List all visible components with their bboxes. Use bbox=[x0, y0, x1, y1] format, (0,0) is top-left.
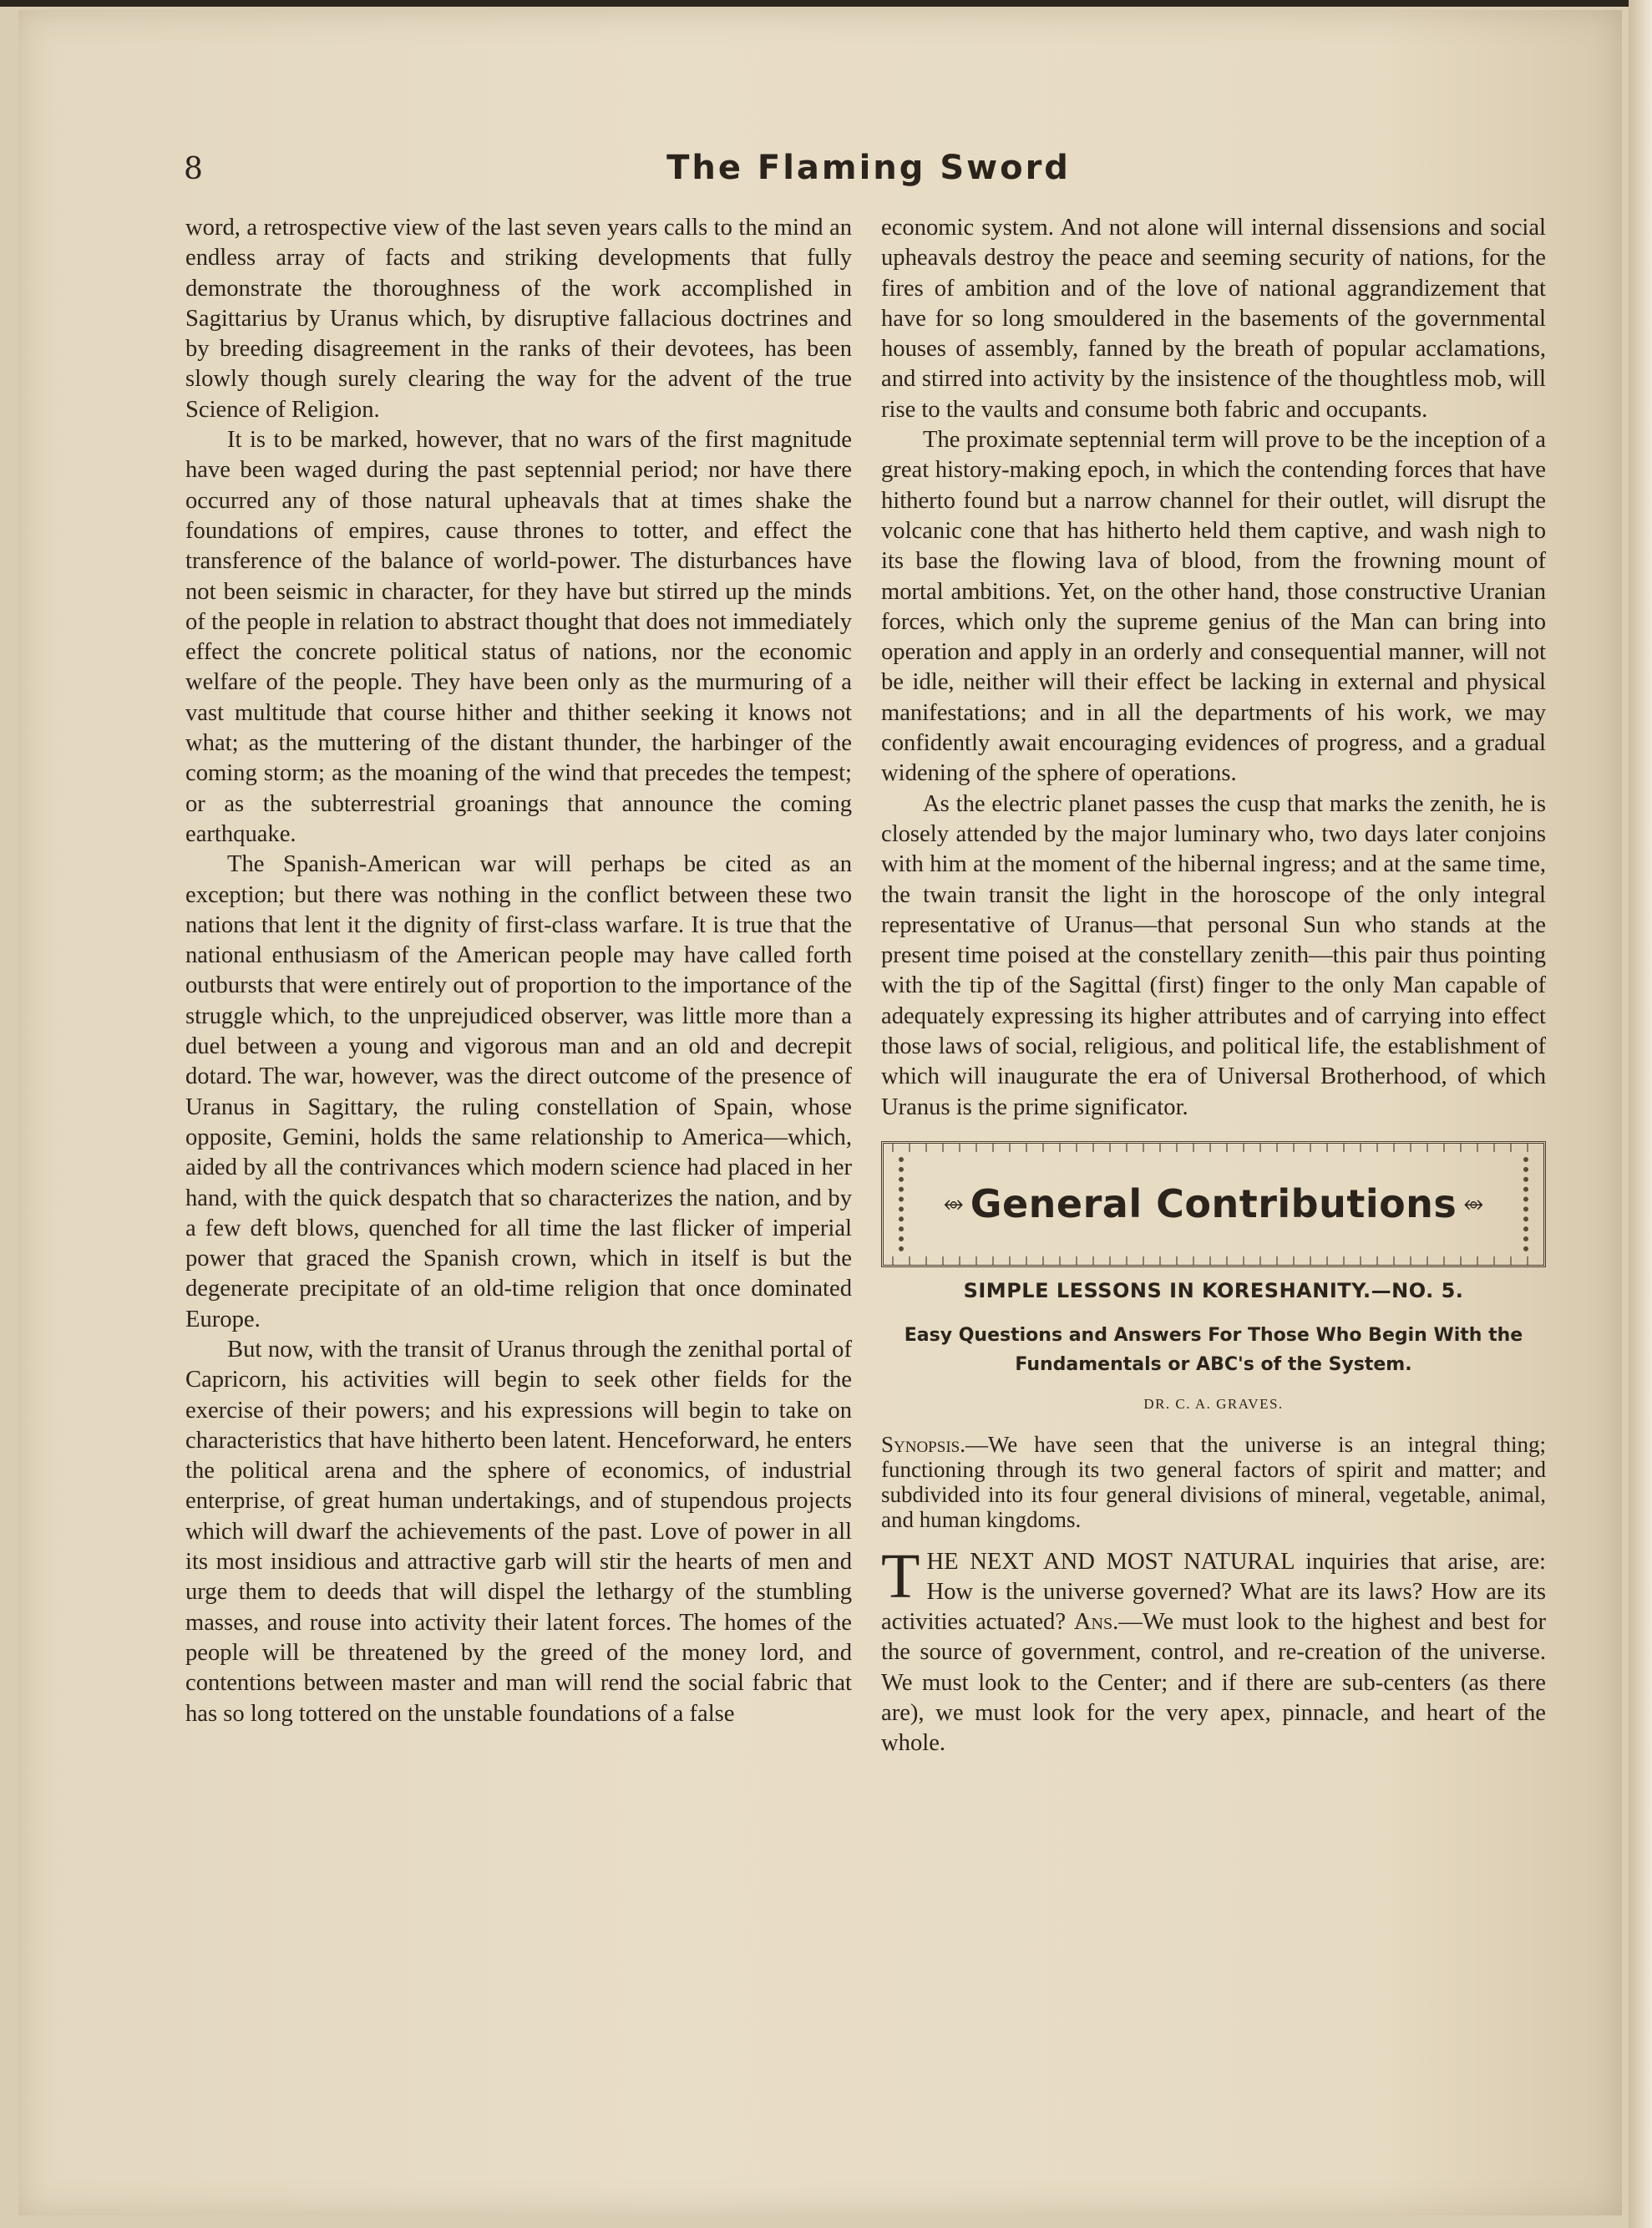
drop-cap: T bbox=[881, 1540, 920, 1611]
article-body bbox=[881, 1540, 1547, 1759]
journal-title: The Flaming Sword bbox=[666, 149, 1071, 187]
synopsis-text: —We have seen that the universe is an integral thing; functioning through its two general factors of spirit and matter; and subdivided into its four general divisions of mineral, vegetable, animal, and human kingdoms. bbox=[881, 1431, 1546, 1532]
paragraph: word, a retrospective view of the last seven years calls to the mind an endless array of facts and striking developments that fully demonstrate the thoroughness of the work accomplished in Sagittarius by Uranus which, by disruptive fallacious doctrines and by breeding disagreement in the ranks of their devotees, has been slowly though surely clearing the way for the advent of the true Science of Religion. bbox=[185, 215, 852, 423]
section-title: General Contributions bbox=[970, 1181, 1457, 1227]
paragraph: The Spanish-American war will perhaps be cited as an exception; but there was nothing in the conflict between these two nations that lent it the dignity of first-class warfare. It is true that the national enthusiasm of the American people may have called forth outbursts that were entirely out of proportion to the importance of the struggle which, to the unprejudiced observer, was little more than a duel between a young and vigorous man and an old and decrepit dotard. The war, however, was the direct outcome of the presence of Uranus in Sagittary, the ruling constellation of Spain, whose opposite, Gemini, holds the same relationship to America—which, aided by all the contrivances which modern science had placed in her hand, with the quick despatch that so characterizes the nation, and by a few deft blows, quenched for all time the last flicker of imperial power that graced the Spanish crown, which in itself is but the degenerate precipitate of an old-time religion that once dominated Europe. bbox=[185, 851, 852, 1332]
page-top-edge bbox=[0, 0, 1652, 7]
body-text-continued: —We must look to the highest and best for the source of government, control, and re-creation of the universe. We must look to the Center; and if there are sub-centers (as there are), we must look for the very apex, pinnacle, and heart of the whole. bbox=[881, 1609, 1546, 1757]
running-header bbox=[184, 149, 1545, 192]
right-column bbox=[881, 213, 1546, 1759]
page-spine-edge bbox=[1629, 0, 1652, 2228]
article-subheading: Easy Questions and Answers For Those Who Begin With the Fundamentals or ABC's of the System. bbox=[904, 1325, 1523, 1376]
paragraph: But now, with the transit of Uranus through the zenithal portal of Capricorn, his activities will begin to seek other fields for the exercise of their powers; and his expressions will begin to take on characteristics that have hitherto been latent. Henceforward, he enters the political arena and the sphere of economics, of industrial enterprise, of great human undertakings, and of stupendous projects which will dwarf the achievements of the past. Love of power in all its most insidious and attractive garb will stir the hearts of men and urge them to deeds that will dispel the lethargy of the stumbling masses, and rouse into activity their latent forces. The homes of the people will be threatened by the greed of the money lord, and contentions between master and man will rend the social fabric that has so long tottered on the unstable foundations of a false bbox=[185, 1336, 852, 1727]
page-number: 8 bbox=[184, 152, 203, 186]
section-banner bbox=[881, 1141, 1546, 1267]
article-heading: SIMPLE LESSONS IN KORESHANITY.—NO. 5. bbox=[963, 1278, 1464, 1302]
hand-ornament-right-icon: ⥈ bbox=[1463, 1190, 1484, 1218]
left-column bbox=[185, 213, 852, 1729]
body-text: inquiries that arise, are: How is the universe governed? What are its laws? How are its activities actuated? bbox=[881, 1548, 1547, 1636]
banner-frame bbox=[899, 1157, 1528, 1251]
paragraph: economic system. And not alone will internal dissensions and social upheavals destroy the peace and seeming security of nations, for the fires of ambition and of the love of national aggrandizement that have for so long smouldered in the basements of the governmental houses of assembly, fanned by the breath of popular acclamations, and stirred into activity by the insistence of the thoughtless mob, will rise to the vaults and consume both fabric and occupants. bbox=[881, 215, 1546, 423]
synopsis bbox=[881, 1432, 1546, 1532]
answer-label: Ans. bbox=[1073, 1609, 1119, 1636]
hand-ornament-left-icon: ⥈ bbox=[943, 1190, 964, 1218]
synopsis-label: Synopsis. bbox=[881, 1431, 965, 1457]
body-lead-caps: HE NEXT AND MOST NATURAL bbox=[926, 1548, 1295, 1575]
paragraph: It is to be marked, however, that no wars of the first magnitude have been waged during the past septennial period; nor have there occurred any of those natural upheavals that at times shake the foundations of empires, cause thrones to totter, and effect the transference of the balance of world-power. The disturbances have not been seismic in character, for they have but stirred up the minds of the people in relation to abstract thought that does not immediately effect the concrete political status of nations, nor the economic welfare of the people. They have been only as the murmuring of a vast multitude that course hither and thither seeking it knows not what; as the muttering of the distant thunder, the harbinger of the coming storm; as the moaning of the wind that precedes the tempest; or as the subterrestrial groanings that announce the coming earthquake. bbox=[185, 427, 852, 847]
paragraph: The proximate septennial term will prove to be the inception of a great history-making epoch, in which the contending forces that have hitherto found but a narrow channel for their outlet, will disrupt the volcanic cone that has hitherto held them captive, and wash nigh to its base the flowing lava of blood, from the frowning mount of mortal ambitions. Yet, on the other hand, those constructive Uranian forces, which only the supreme genius of the Man can bring into operation and apply in an orderly and consequential manner, will not be idle, neither will their effect be lacking in external and physical manifestations; and in all the departments of his work, we may confidently await encouraging evidences of progress, and a gradual widening of the sphere of operations. bbox=[881, 427, 1546, 787]
article-author: DR. C. A. GRAVES. bbox=[1143, 1396, 1284, 1413]
paragraph: As the electric planet passes the cusp that marks the zenith, he is closely attended by the major luminary who, two days later conjoins with him at the moment of the hibernal ingress; and at the same time, the twain transit the light in the horoscope of the only integral representative of Uranus—that personal Sun who stands at the present time poised at the constellary zenith—this pair thus pointing with the tip of the Sagittal (first) finger to the only Man capable of adequately expressing its higher attributes and of carrying into effect those laws of social, religious, and political life, the establishment of which will inaugurate the era of Universal Brotherhood, of which Uranus is the prime significator. bbox=[881, 790, 1546, 1120]
